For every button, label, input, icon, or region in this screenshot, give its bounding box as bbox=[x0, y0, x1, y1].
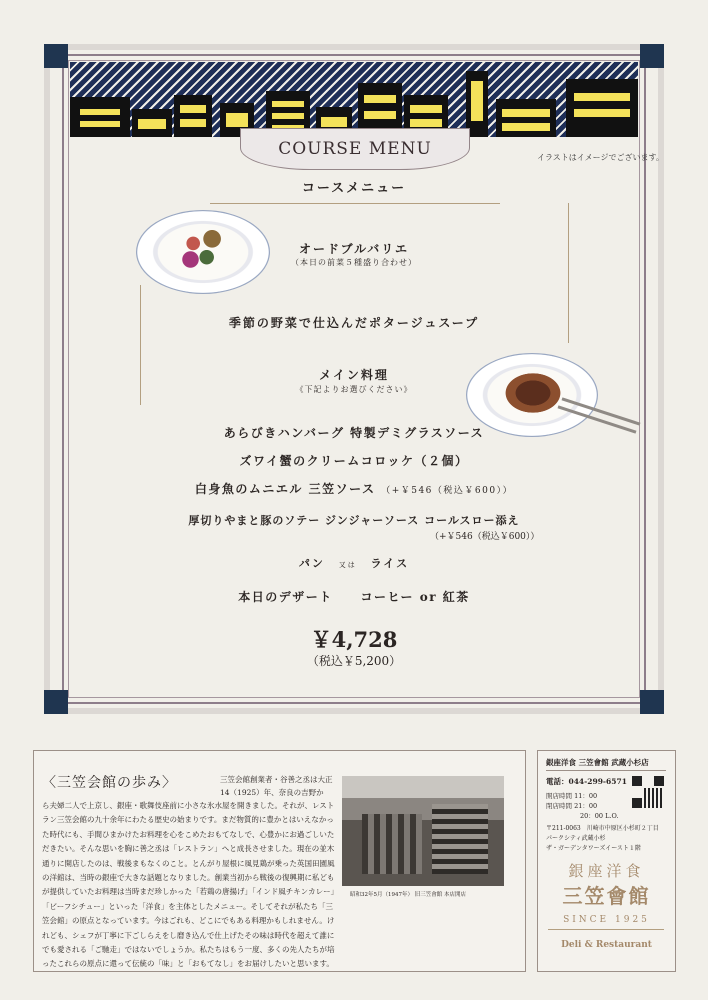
photo-caption: 昭和32年5月（1947年） 旧三笠會館 本店開店 bbox=[350, 892, 466, 898]
dessert-line bbox=[0, 588, 708, 605]
divider-top bbox=[210, 203, 500, 204]
course-menu-subtitle: コースメニュー bbox=[301, 181, 407, 196]
illustration-note: イラストはイメージでございます。 bbox=[537, 153, 664, 162]
drink-name: コーヒー or 紅茶 bbox=[360, 590, 470, 604]
corner-ornament-tl bbox=[44, 44, 68, 68]
course-price-tax: （税込￥5,200） bbox=[306, 654, 402, 668]
open-time: 11：00 bbox=[574, 792, 598, 800]
appetizer-description: （本日の前菜５種盛り合わせ） bbox=[291, 258, 417, 267]
logo-deli: Deli & Restaurant bbox=[561, 940, 652, 950]
main-option-fish bbox=[0, 480, 708, 497]
open-label: 開店時間 bbox=[546, 792, 572, 800]
bread-or-rice bbox=[0, 555, 708, 571]
logo-divider bbox=[548, 929, 664, 930]
history-intro: 三笠会館創業者・谷善之丞は大正14（1925）年、奈良の吉野か bbox=[220, 775, 333, 797]
corner-ornament-br bbox=[640, 690, 664, 714]
bread-label: パン bbox=[298, 557, 325, 570]
address-line-2: パークシティ武蔵小杉 bbox=[546, 835, 606, 842]
main-option-croquette: ズワイ蟹のクリームコロッケ（２個） bbox=[239, 454, 469, 468]
skyline-illustration bbox=[70, 62, 638, 137]
shop-address bbox=[546, 824, 659, 854]
course-menu-banner bbox=[240, 128, 470, 170]
last-order: 20：00 L.O. bbox=[580, 812, 619, 820]
close-hours bbox=[546, 801, 597, 810]
address-line-1: 〒211-0063 川崎市中原区小杉町２丁目 bbox=[546, 825, 659, 832]
logo-since: SINCE 1925 bbox=[563, 915, 650, 925]
shop-tel: 電話：044-299-6571 bbox=[546, 777, 627, 786]
shop-name: 銀座洋食 三笠會館 武蔵小杉店 bbox=[546, 758, 649, 767]
fish-name: 白身魚のムニエル 三笠ソース bbox=[194, 482, 376, 496]
dessert-name: 本日のデザート bbox=[238, 590, 333, 604]
or-label: 又は bbox=[338, 561, 357, 569]
close-time: 21：00 bbox=[574, 802, 598, 810]
logo-main: 三笠會館 bbox=[562, 884, 651, 908]
open-hours bbox=[546, 791, 597, 800]
qr-code[interactable] bbox=[632, 776, 664, 808]
pork-surcharge: （+￥546（税込￥600）） bbox=[430, 532, 540, 542]
rice-label: ライス bbox=[370, 557, 410, 570]
shop-divider bbox=[546, 770, 666, 771]
corner-ornament-tr bbox=[640, 44, 664, 68]
history-body: ら夫婦二人で上京し、銀座・歌舞伎座前に小さな氷水屋を開きました。それが、レストラン三笠会館の九十余年にわたる歴史の始まりです。まだ物質的に豊かとはいえなかった時代にも、手間ひまかけたお料理を心をこめたおもてなしで、心豊かにお過ごしいただきたい。そんな思いを胸に善之丞は「レストラン」へと成長させました。現在の並木通りに開店したのは、戦後まもなくのこと。とんがり屋根に風見鶏が乗った英国田園風の洋館は、当時の銀座で大きな話題となりました。創業当初から戦後の復興期に私どもが提供していたお料理は当時まだ珍しかった「若鶏の唐揚げ」「インド風チキンカレー」「ビーフシチュー」といった「洋食」を主体としたメニュー。そしてそれが私たち「三笠会館」の原点となっています。今はごれも、どこにでもある料理かもしれません。けれども、シェフが丁寧に下ごしらえをし磨き込んで仕上げたその味は時代を超えて誰にでも愛される「ご馳走」ではないでしょうか。私たちはもう一度、多くの先人たちが培ったこれらの原点に還って伝統の「味」と「おもてなし」をお届けしたいと思います。 bbox=[42, 801, 335, 969]
close-label: 閉店時間 bbox=[546, 802, 572, 810]
main-course-instruction: 《下記よりお選びください》 bbox=[295, 385, 413, 394]
logo-subtitle: 銀座洋食 bbox=[568, 862, 645, 880]
main-option-hamburg: あらびきハンバーグ 特製デミグラスソース bbox=[223, 426, 485, 440]
corner-ornament-bl bbox=[44, 690, 68, 714]
main-option-pork: 厚切りやまと豚のソテー ジンジャーソース コールスロー添え bbox=[188, 514, 520, 527]
fish-surcharge: （+￥546（税込￥600）） bbox=[381, 486, 514, 496]
history-title: 〈三笠会館の歩み〉 bbox=[42, 775, 177, 791]
historic-photo bbox=[342, 776, 504, 886]
address-line-3: ザ・ガーデンタワーズイースト１階 bbox=[546, 845, 641, 852]
appetizer-name: オードブルバリエ bbox=[298, 242, 410, 256]
main-course-title: メイン料理 bbox=[319, 368, 389, 382]
course-price: ￥4,728 bbox=[310, 627, 398, 652]
soup-name: 季節の野菜で仕込んだポタージュスープ bbox=[228, 316, 480, 330]
banner-title: COURSE MENU bbox=[278, 139, 432, 159]
